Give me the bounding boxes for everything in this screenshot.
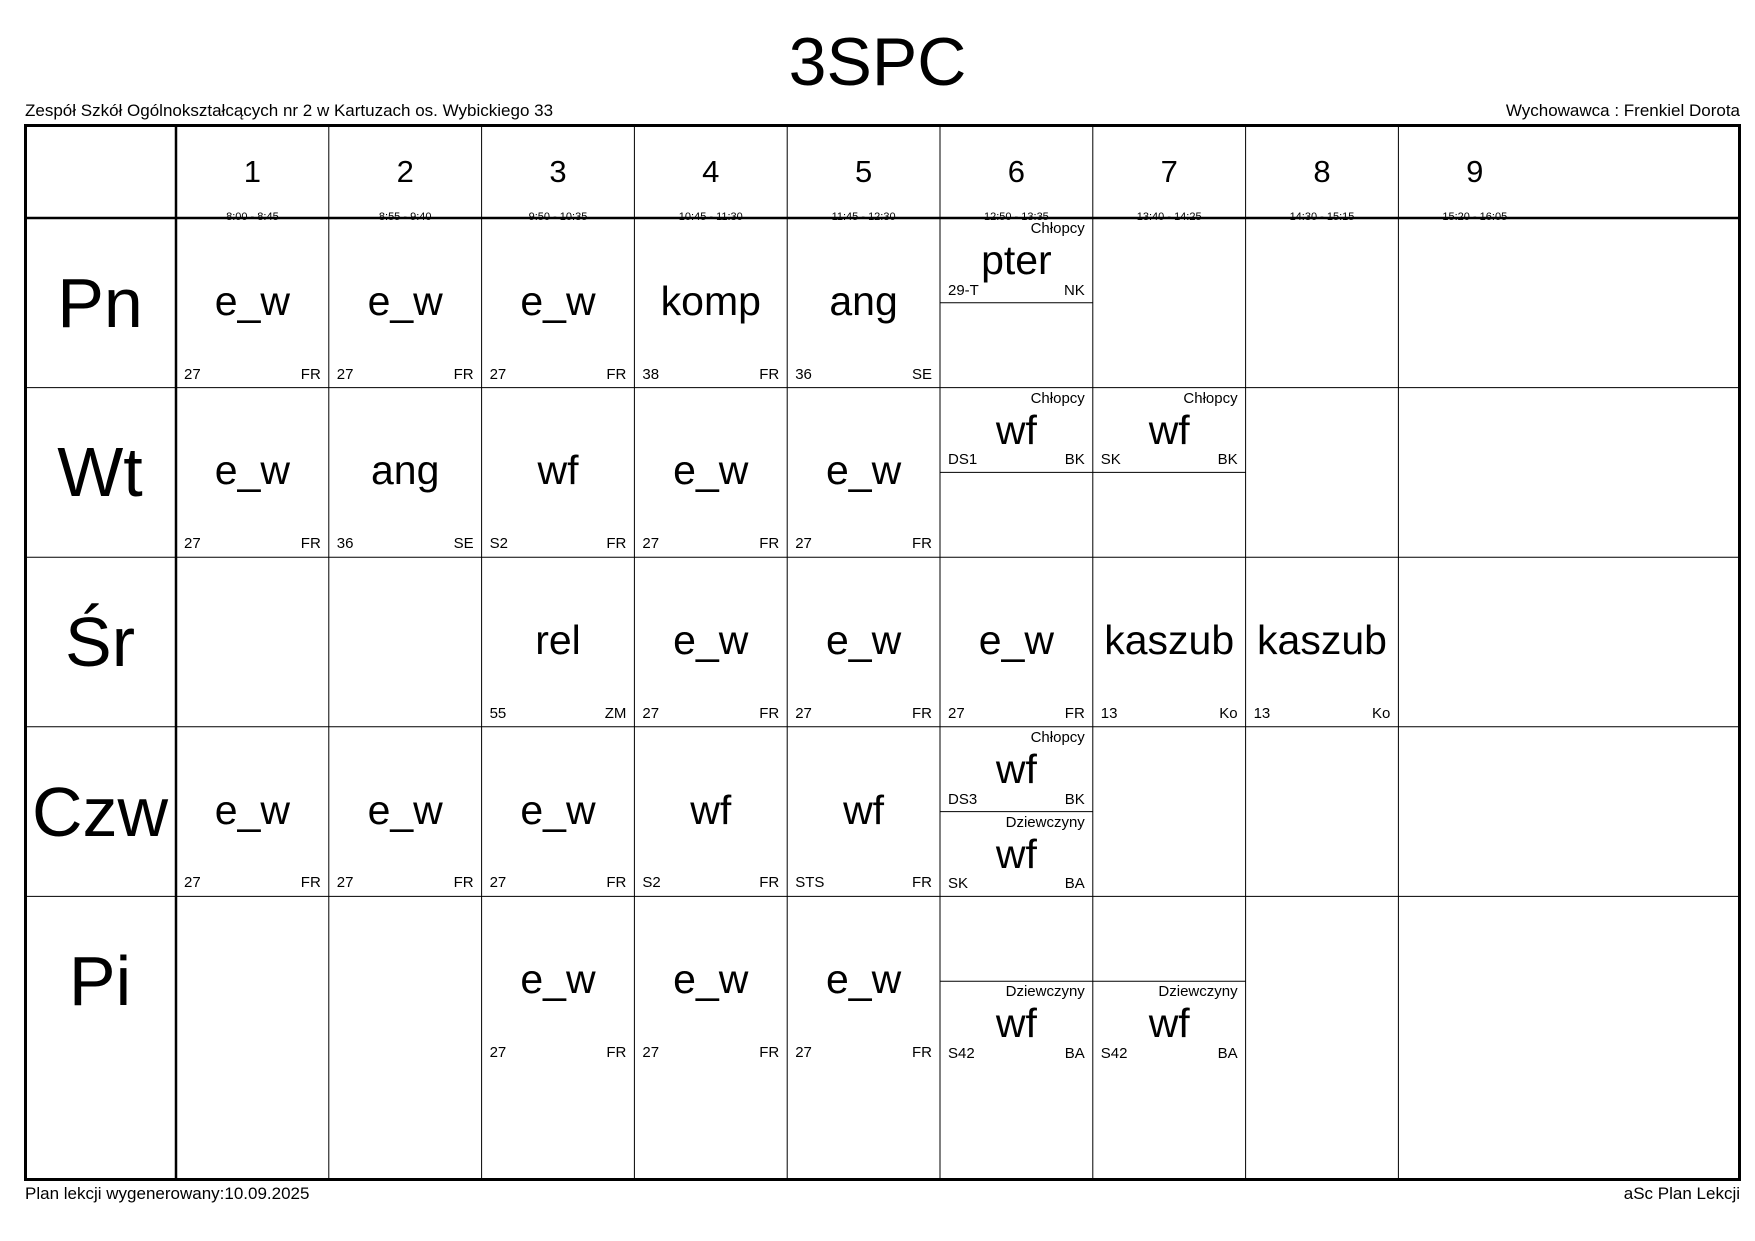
period-number: 5 (854, 154, 873, 189)
lesson-teacher: FR (759, 1043, 780, 1061)
lesson-room: 13 (1100, 704, 1118, 722)
lesson-cell[interactable] (1093, 981, 1246, 1066)
lesson-cell[interactable] (787, 727, 940, 897)
software-credit: aSc Plan Lekcji (1623, 1184, 1740, 1203)
period-number: 9 (1466, 154, 1484, 189)
lesson-subject: rel (535, 616, 581, 663)
lesson-teacher: BK (1217, 451, 1238, 469)
lesson-room: 27 (489, 365, 507, 383)
lesson-subject: wf (1148, 406, 1190, 453)
lesson-subject: e_w (673, 616, 749, 663)
day-label: Pi (68, 942, 132, 1021)
lesson-cell[interactable] (940, 388, 1093, 473)
lesson-cell[interactable] (940, 812, 1093, 897)
lesson-room: 13 (1253, 704, 1271, 722)
lesson-subject: wf (995, 745, 1037, 792)
lesson-subject: e_w (673, 447, 749, 494)
lesson-cell[interactable] (329, 218, 482, 388)
generated-date: Plan lekcji wygenerowany:10.09.2025 (25, 1184, 310, 1203)
lesson-cell[interactable] (482, 557, 635, 727)
lesson-room: 27 (642, 535, 660, 553)
lesson-room: STS (795, 874, 825, 892)
lesson-teacher: BK (1064, 790, 1085, 808)
lesson-teacher: FR (300, 535, 321, 553)
lesson-room: 27 (184, 874, 201, 892)
lesson-room: 29-T (948, 281, 979, 299)
lesson-room: 27 (489, 1043, 507, 1061)
period-number: 8 (1313, 154, 1331, 189)
lesson-room: 36 (795, 365, 812, 383)
lesson-group: Dziewczyny (1158, 983, 1238, 1001)
lesson-room: 27 (795, 704, 812, 722)
lesson-teacher: BK (1064, 451, 1085, 469)
lesson-cell[interactable] (482, 727, 635, 897)
lesson-subject: ang (829, 277, 898, 324)
lesson-teacher: ZM (604, 704, 627, 722)
lesson-teacher: FR (606, 874, 627, 892)
period-number: 6 (1007, 154, 1026, 189)
period-header-5 (787, 124, 940, 223)
period-number: 2 (396, 154, 414, 189)
period-time: 11:45 - 12:30 (831, 211, 896, 223)
lesson-teacher: SE (453, 535, 474, 553)
lesson-cell[interactable] (1093, 388, 1246, 473)
lesson-group: Dziewczyny (1005, 813, 1085, 831)
period-time: 13:40 - 14:25 (1136, 211, 1202, 223)
lesson-cell[interactable] (482, 896, 635, 1066)
lesson-room: 27 (948, 704, 965, 722)
lesson-subject: e_w (214, 786, 290, 833)
lesson-teacher: FR (759, 874, 780, 892)
lesson-teacher: FR (606, 535, 627, 553)
lesson-cell[interactable] (482, 218, 635, 388)
lesson-room: DS3 (948, 790, 978, 808)
lesson-subject: wf (995, 830, 1037, 877)
period-number: 7 (1160, 154, 1178, 189)
period-number: 4 (702, 154, 720, 189)
lesson-subject: e_w (520, 956, 596, 1003)
lesson-cell[interactable] (940, 981, 1093, 1066)
lesson-teacher: BA (1217, 1044, 1238, 1062)
lesson-subject: kaszub (1257, 616, 1387, 663)
period-number: 3 (549, 154, 567, 189)
lesson-cell[interactable] (940, 727, 1093, 812)
period-header-4 (634, 124, 787, 223)
lesson-group: Chłopcy (1183, 389, 1238, 407)
lesson-teacher: FR (300, 365, 321, 383)
lesson-subject: pter (981, 237, 1052, 283)
lesson-room: 27 (642, 704, 660, 722)
lesson-teacher: FR (453, 365, 474, 383)
period-header-7 (1093, 124, 1246, 223)
lesson-cell[interactable] (634, 218, 787, 388)
lesson-teacher: BA (1064, 1044, 1085, 1062)
lesson-teacher: NK (1063, 281, 1085, 299)
lesson-cell[interactable] (940, 218, 1093, 303)
period-time: 9:50 - 10:35 (528, 211, 588, 223)
lesson-subject: e_w (214, 447, 290, 494)
lesson-cell[interactable] (176, 218, 329, 388)
lesson-room: 27 (489, 874, 507, 892)
lesson-cell[interactable] (176, 388, 329, 558)
lesson-group: Chłopcy (1030, 728, 1085, 746)
lesson-subject: wf (995, 1000, 1037, 1047)
lesson-subject: wf (1148, 1000, 1190, 1047)
timetable-grid (24, 124, 1741, 1181)
lesson-teacher: FR (606, 1043, 627, 1061)
lesson-teacher: FR (759, 535, 780, 553)
lesson-room: S2 (489, 535, 508, 553)
lesson-subject: komp (660, 277, 761, 324)
lesson-subject: e_w (825, 616, 902, 663)
lesson-room: DS1 (948, 451, 978, 469)
period-header-1 (176, 124, 329, 223)
lesson-cell[interactable] (787, 557, 940, 727)
lesson-room: S42 (1100, 1044, 1128, 1062)
period-time: 8:00 - 8:45 (226, 211, 279, 223)
lesson-room: S42 (948, 1044, 975, 1062)
lesson-group: Chłopcy (1030, 220, 1085, 237)
period-header-3 (482, 124, 635, 223)
lesson-cell[interactable] (482, 388, 635, 558)
period-header-9 (1398, 124, 1551, 223)
period-header-6 (940, 124, 1093, 223)
lesson-teacher: FR (759, 365, 780, 383)
lesson-teacher: FR (759, 704, 780, 722)
lesson-cell[interactable] (634, 727, 787, 897)
lesson-cell[interactable] (940, 557, 1093, 727)
lesson-room: 27 (184, 365, 201, 383)
lesson-teacher: SE (911, 365, 932, 383)
lesson-subject: wf (537, 447, 579, 494)
lesson-subject: e_w (520, 277, 596, 324)
period-header-8 (1246, 124, 1399, 223)
lesson-room: 36 (336, 535, 354, 553)
lesson-cell[interactable] (329, 727, 482, 897)
lesson-subject: wf (690, 786, 732, 833)
period-time: 8:55 - 9:40 (378, 211, 432, 223)
lesson-room: 27 (336, 874, 354, 892)
lesson-teacher: FR (911, 704, 932, 722)
lesson-cell[interactable] (787, 218, 940, 388)
lesson-teacher: BA (1064, 875, 1085, 893)
lesson-cell[interactable] (1093, 557, 1246, 727)
lesson-group: Dziewczyny (1005, 983, 1085, 1001)
lesson-subject: e_w (367, 277, 443, 324)
lesson-subject: e_w (825, 447, 902, 494)
day-label: Czw (31, 772, 169, 851)
lesson-room: 38 (642, 365, 660, 383)
lesson-subject: e_w (214, 277, 290, 324)
lesson-subject: e_w (978, 616, 1054, 663)
lesson-subject: e_w (673, 956, 749, 1003)
lesson-room: 55 (489, 704, 507, 722)
period-time: 12:50 - 13:35 (983, 211, 1049, 223)
school-name: Zespół Szkół Ogólnokształcących nr 2 w Kartuzach os. Wybickiego 33 (25, 101, 554, 120)
period-time: 15:20 - 16:05 (1442, 211, 1508, 223)
page-title: 3SPC (788, 24, 967, 100)
lesson-cell[interactable] (634, 896, 787, 1066)
lesson-room: SK (1100, 451, 1121, 469)
lesson-subject: e_w (520, 786, 596, 833)
lesson-subject: ang (370, 447, 440, 494)
lesson-cell[interactable] (634, 388, 787, 558)
period-time: 14:30 - 15:15 (1289, 211, 1355, 223)
lesson-room: 27 (642, 1043, 660, 1061)
period-number: 1 (243, 154, 262, 189)
lesson-cell[interactable] (787, 896, 940, 1066)
day-label: Śr (65, 602, 135, 681)
lesson-room: 27 (184, 535, 201, 553)
lesson-teacher: FR (300, 874, 321, 892)
lesson-subject: e_w (367, 786, 443, 833)
lesson-teacher: FR (453, 874, 474, 892)
period-header-2 (329, 124, 482, 223)
lesson-group: Chłopcy (1030, 389, 1085, 407)
lesson-cell[interactable] (176, 727, 329, 897)
lesson-teacher: FR (606, 365, 627, 383)
lesson-cell[interactable] (787, 388, 940, 558)
lesson-room: SK (948, 875, 969, 893)
lesson-cell[interactable] (1246, 557, 1399, 727)
lesson-room: 27 (795, 535, 812, 553)
class-tutor: Wychowawca : Frenkiel Dorota (1505, 101, 1740, 120)
lesson-subject: e_w (825, 956, 902, 1003)
lesson-subject: kaszub (1104, 616, 1235, 663)
lesson-room: 27 (336, 365, 354, 383)
lesson-teacher: Ko (1219, 704, 1238, 722)
lesson-teacher: FR (911, 1043, 932, 1061)
lesson-teacher: FR (911, 874, 932, 892)
lesson-teacher: Ko (1372, 704, 1391, 722)
day-label: Pn (57, 263, 143, 342)
lesson-cell[interactable] (634, 557, 787, 727)
lesson-cell[interactable] (329, 388, 482, 558)
period-time: 10:45 - 11:30 (678, 211, 743, 223)
lesson-teacher: FR (911, 535, 932, 553)
lesson-subject: wf (995, 406, 1037, 453)
lesson-subject: wf (843, 786, 885, 833)
lesson-room: S2 (642, 874, 661, 892)
lesson-teacher: FR (1064, 704, 1085, 722)
day-label: Wt (57, 433, 143, 512)
lesson-room: 27 (795, 1043, 812, 1061)
